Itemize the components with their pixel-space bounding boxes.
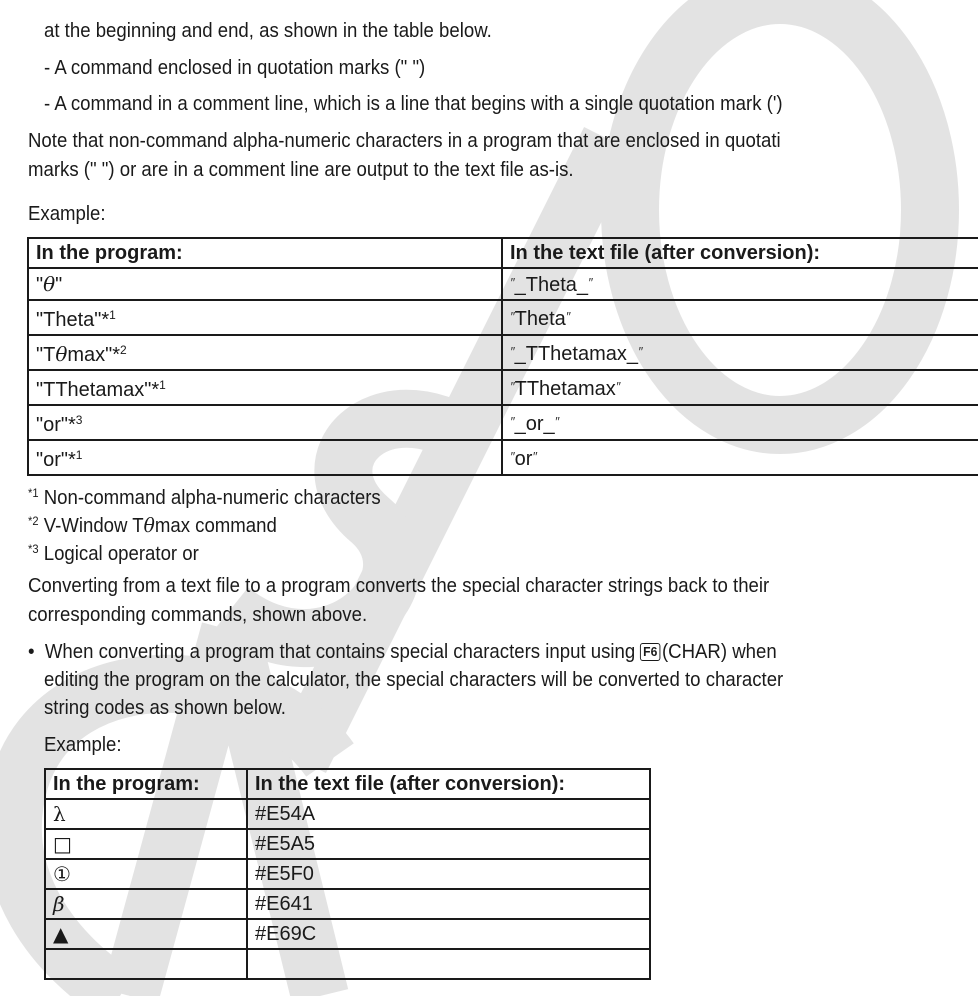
program-cell: "or"*$^3$	[28, 405, 502, 440]
header-text-file: In the text file (after conversion):	[502, 238, 978, 268]
f6-key-icon: F6	[640, 643, 660, 661]
table-header-row	[45, 769, 650, 799]
code-cell: #E5A5	[247, 829, 650, 859]
bullet-icon: •	[28, 641, 35, 663]
converting-text-line2: corresponding commands, shown above.	[28, 604, 368, 626]
footnote-3: $^{*3}$ Logical operator or	[28, 542, 199, 565]
square-symbol: □	[45, 829, 247, 859]
circled-one-symbol: ①	[45, 859, 247, 889]
footnote-1: $^{*1}$ Non-command alpha-numeric characters	[28, 486, 381, 509]
program-cell: "or"*$^1$	[28, 440, 502, 475]
table-row	[28, 300, 978, 335]
table-row	[45, 829, 650, 859]
table-row	[28, 405, 978, 440]
footnote-2: $^{*2}$ V-Window Tθmax command	[28, 513, 277, 537]
text-cell: ″Theta″	[502, 300, 978, 335]
empty-cell	[247, 949, 650, 979]
table-row	[45, 889, 650, 919]
text-cell: ″or″	[502, 440, 978, 475]
example-label-2: Example:	[44, 734, 122, 756]
program-cell: "TThetamax"*$^1$	[28, 370, 502, 405]
empty-cell	[45, 949, 247, 979]
table-row	[28, 335, 978, 370]
table-row	[45, 949, 650, 979]
intro-text: at the beginning and end, as shown in the table below.	[44, 20, 492, 42]
table-row	[28, 268, 978, 300]
bullet-line1: • When converting a program that contains special characters input using F6 (CHAR) when	[28, 641, 777, 663]
lambda-symbol: λ	[45, 799, 247, 829]
triangle-symbol: ▲	[45, 919, 247, 949]
text-cell: ″TThetamax″	[502, 370, 978, 405]
code-cell: #E54A	[247, 799, 650, 829]
code-cell: #E5F0	[247, 859, 650, 889]
header-text-file: In the text file (after conversion):	[247, 769, 650, 799]
text-cell: ″_TThetamax_″	[502, 335, 978, 370]
program-cell: "Tθmax"*$^2$	[28, 335, 502, 370]
header-program: In the program:	[45, 769, 247, 799]
code-cell: #E641	[247, 889, 650, 919]
table-header-row	[28, 238, 978, 268]
char-code-table	[44, 768, 651, 980]
text-cell: ″_or_″	[502, 405, 978, 440]
header-program: In the program:	[28, 238, 502, 268]
intro-bullet-quotes: - A command enclosed in quotation marks (" ")	[44, 57, 426, 79]
example-label: Example:	[28, 203, 106, 225]
conversion-table	[27, 237, 978, 476]
bullet-line2: editing the program on the calculator, the special characters will be converted to character	[44, 669, 784, 691]
table-row	[45, 859, 650, 889]
table-row	[28, 440, 978, 475]
beta-symbol: β	[45, 889, 247, 919]
program-cell: "θ"	[28, 268, 502, 300]
table-row	[28, 370, 978, 405]
table-row	[45, 799, 650, 829]
intro-bullet-comment: - A command in a comment line, which is a line that begins with a single quotation mark (')	[44, 93, 783, 115]
converting-text-line1: Converting from a text file to a program converts the special character strings back to their	[28, 575, 770, 597]
bullet-line3: string codes as shown below.	[44, 697, 286, 719]
program-cell: "Theta"*$^1$	[28, 300, 502, 335]
table-row	[45, 919, 650, 949]
code-cell: #E69C	[247, 919, 650, 949]
note-text-line1: Note that non-command alpha-numeric characters in a program that are enclosed in quotati	[28, 130, 781, 152]
note-text-line2: marks (" ") or are in a comment line are output to the text file as-is.	[28, 159, 574, 181]
text-cell: ″_Theta_″	[502, 268, 978, 300]
